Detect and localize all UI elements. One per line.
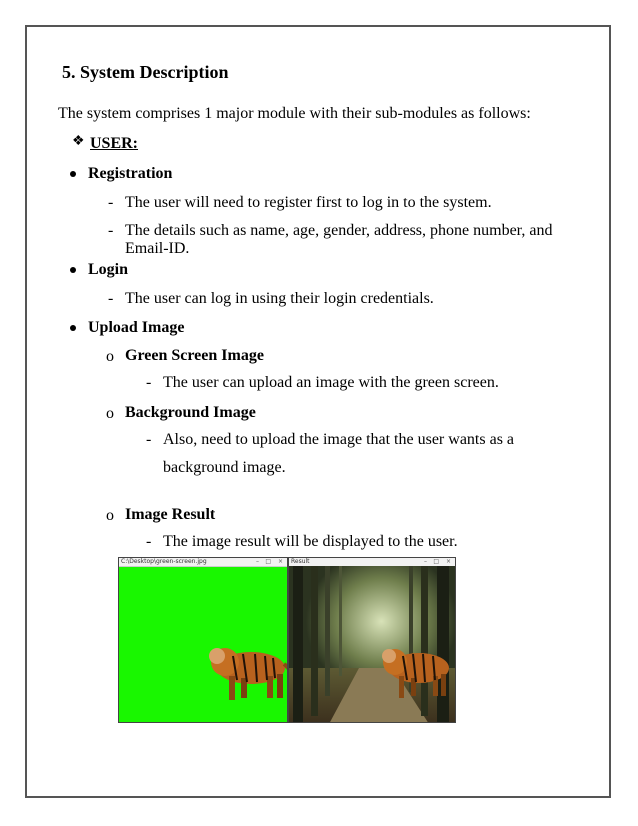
maximize-icon[interactable]: □: [265, 558, 271, 565]
registration-item: The user will need to register first to log in to the system.: [125, 194, 492, 211]
bullet-icon: [70, 325, 76, 331]
minimize-icon[interactable]: –: [256, 558, 259, 565]
registration-item: Email-ID.: [125, 240, 190, 257]
green-screen-window: [118, 557, 288, 723]
background-label: Background Image: [125, 404, 256, 421]
result-window: [288, 557, 456, 723]
dash-icon: -: [146, 533, 152, 550]
login-item: The user can log in using their login credentials.: [125, 290, 434, 307]
window-title: Result: [291, 558, 310, 565]
registration-label: Registration: [88, 165, 173, 182]
upload-label: Upload Image: [88, 319, 185, 336]
section-heading: 5. System Description: [62, 62, 229, 82]
dash-icon: -: [108, 194, 114, 211]
circle-bullet-icon: o: [106, 405, 114, 422]
login-label: Login: [88, 261, 129, 278]
registration-item: The details such as name, age, gender, address, phone number, and: [125, 222, 553, 239]
diamond-bullet-icon: ❖: [72, 134, 85, 149]
dash-icon: -: [146, 374, 152, 391]
window-title: C:\Desktop\green-screen.jpg: [121, 558, 207, 565]
tiger-image: [119, 558, 288, 723]
background-item: Also, need to upload the image that the user wants as a: [163, 431, 515, 448]
result-item: The image result will be displayed to the user.: [163, 533, 458, 550]
green-screen-label: Green Screen Image: [125, 347, 264, 364]
result-screenshots: [118, 557, 456, 723]
background-item: background image.: [163, 459, 286, 476]
maximize-icon[interactable]: □: [433, 558, 439, 565]
module-label: USER:: [90, 135, 139, 152]
bullet-icon: [70, 267, 76, 273]
bullet-icon: [70, 171, 76, 177]
minimize-icon[interactable]: –: [424, 558, 427, 565]
circle-bullet-icon: o: [106, 507, 114, 524]
green-screen-item: The user can upload an image with the green screen.: [163, 374, 499, 391]
dash-icon: -: [108, 222, 114, 239]
close-icon[interactable]: ×: [277, 558, 283, 565]
close-icon[interactable]: ×: [445, 558, 451, 565]
circle-bullet-icon: o: [106, 348, 114, 365]
dash-icon: -: [108, 290, 114, 307]
intro-text: The system comprises 1 major module with their sub-modules as follows:: [58, 105, 531, 122]
dash-icon: -: [146, 431, 152, 448]
result-label: Image Result: [125, 506, 216, 523]
forest-result-image: [289, 558, 456, 723]
